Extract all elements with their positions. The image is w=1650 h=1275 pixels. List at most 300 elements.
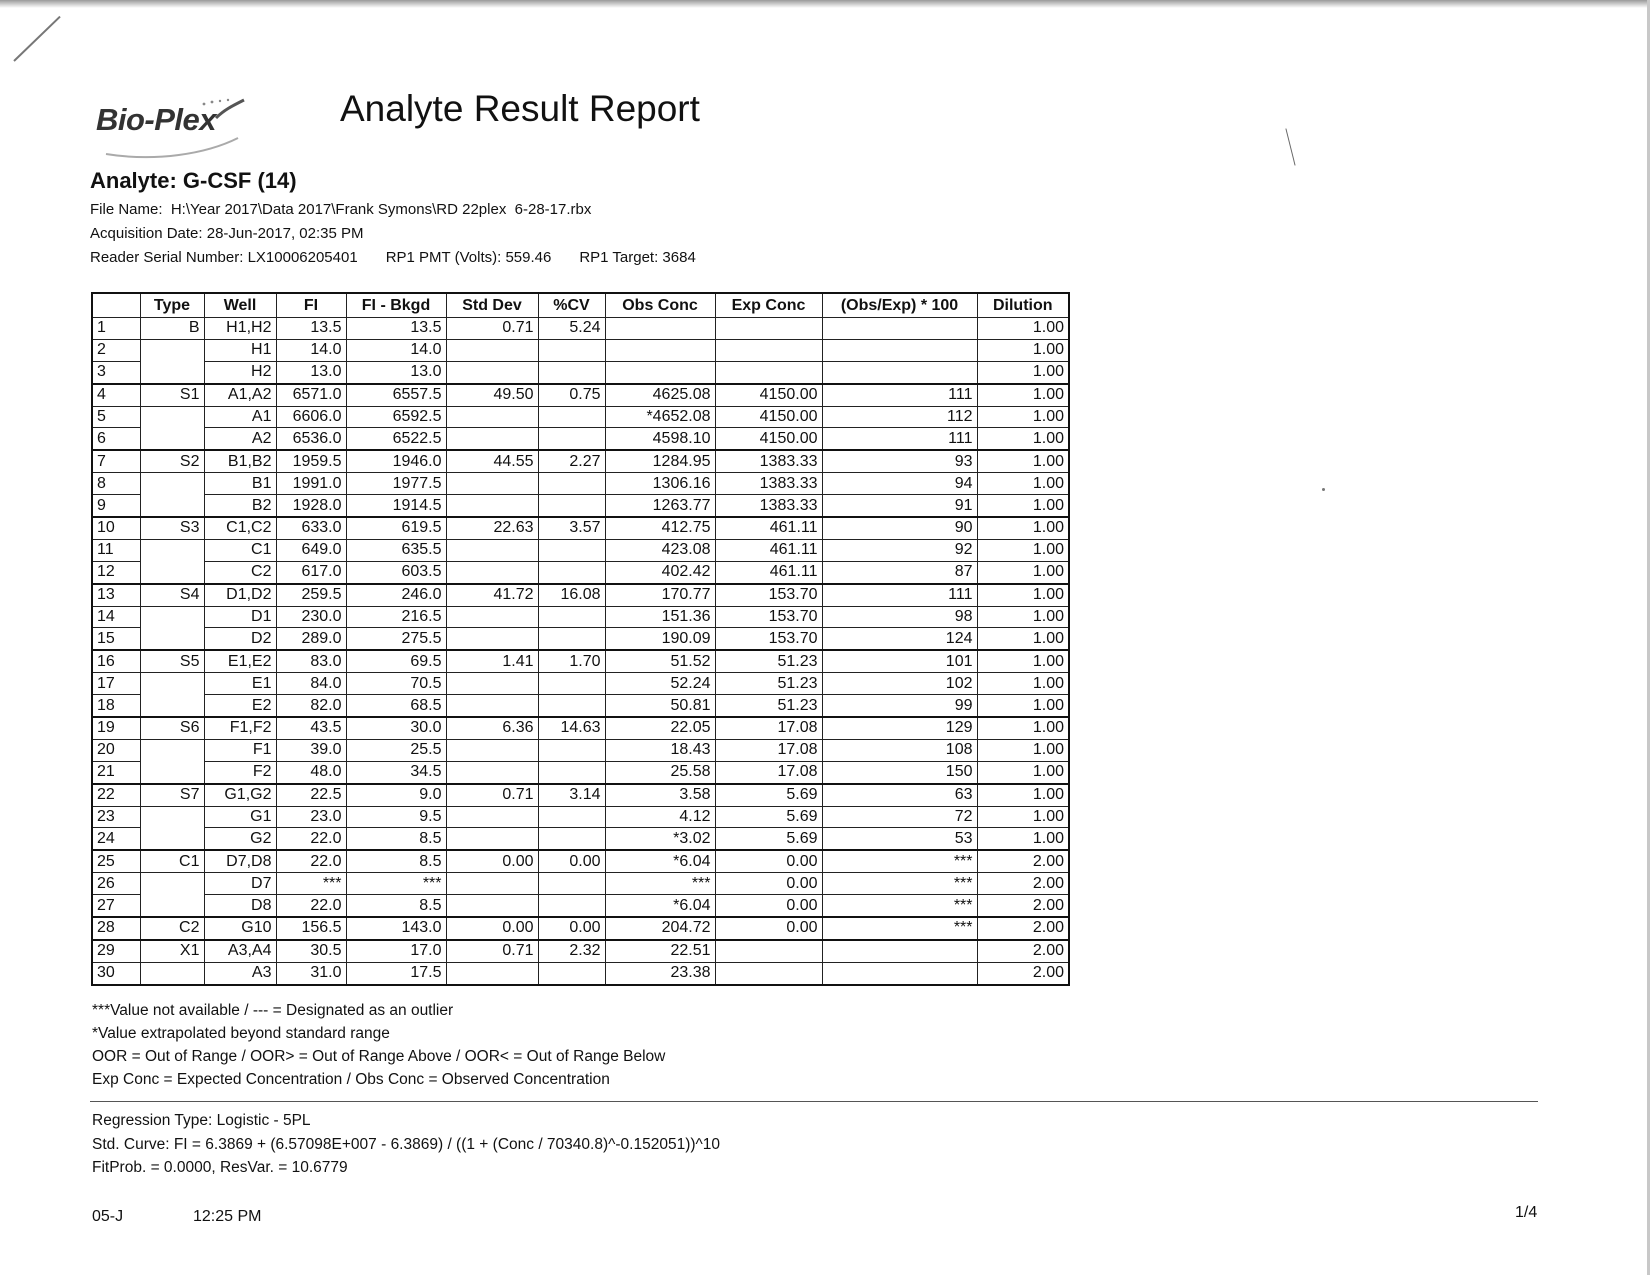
table-cell: *6.04 (605, 850, 715, 872)
table-cell: 275.5 (346, 628, 446, 650)
table-cell: 461.11 (715, 517, 822, 539)
table-row (92, 495, 1069, 517)
table-row (92, 584, 1069, 606)
table-cell: 50.81 (605, 695, 715, 717)
table-cell: 617.0 (276, 561, 346, 583)
row-index-cell: 19 (92, 717, 140, 739)
table-cell: 70.5 (346, 673, 446, 695)
table-cell (715, 361, 822, 383)
table-cell: 108 (822, 739, 977, 761)
table-cell: 41.72 (446, 584, 538, 606)
table-cell: D7 (204, 873, 276, 895)
row-index-cell: 2 (92, 339, 140, 361)
table-cell: 1.00 (977, 650, 1069, 672)
table-cell: 3.58 (605, 784, 715, 806)
table-cell: D7,D8 (204, 850, 276, 872)
table-cell: 1.00 (977, 339, 1069, 361)
table-cell: 2.00 (977, 873, 1069, 895)
table-cell: 63 (822, 784, 977, 806)
divider (90, 1101, 1538, 1102)
table-row (92, 940, 1069, 962)
table-cell (822, 318, 977, 340)
reader-info-line (90, 249, 696, 266)
table-cell: 1383.33 (715, 473, 822, 495)
table-cell: 22.51 (605, 940, 715, 962)
table-cell: 1.70 (538, 650, 605, 672)
reader-serial: Reader Serial Number: LX10006205401 (90, 249, 358, 266)
row-index-cell: 8 (92, 473, 140, 495)
table-row (92, 784, 1069, 806)
table-cell: 6557.5 (346, 384, 446, 406)
table-cell: S3 (140, 517, 204, 539)
table-cell: F1,F2 (204, 717, 276, 739)
note-line: OOR = Out of Range / OOR> = Out of Range Above / OOR< = Out of Range Below (92, 1048, 666, 1065)
column-header (92, 293, 140, 318)
table-cell: 111 (822, 428, 977, 450)
table-cell: 98 (822, 606, 977, 628)
table-cell (140, 873, 204, 895)
table-cell: 23.0 (276, 806, 346, 828)
rp1-target: RP1 Target: 3684 (579, 249, 696, 266)
table-cell: 2.00 (977, 850, 1069, 872)
row-index-cell: 10 (92, 517, 140, 539)
table-cell: 49.50 (446, 384, 538, 406)
table-cell: 1.00 (977, 450, 1069, 472)
table-cell: 22.63 (446, 517, 538, 539)
row-index-cell: 22 (92, 784, 140, 806)
table-cell: S4 (140, 584, 204, 606)
table-cell: *4652.08 (605, 406, 715, 428)
row-index-cell: 30 (92, 962, 140, 984)
table-cell: 0.00 (715, 873, 822, 895)
table-cell (446, 761, 538, 783)
table-cell: 1306.16 (605, 473, 715, 495)
table-cell (140, 673, 204, 695)
table-row (92, 606, 1069, 628)
table-cell: *3.02 (605, 828, 715, 850)
table-cell (446, 628, 538, 650)
table-cell: 112 (822, 406, 977, 428)
scan-edge-top (0, 0, 1650, 8)
table-cell (140, 606, 204, 628)
table-cell: 635.5 (346, 539, 446, 561)
row-index-cell: 6 (92, 428, 140, 450)
table-cell (140, 806, 204, 828)
table-row (92, 318, 1069, 340)
table-cell: 6522.5 (346, 428, 446, 450)
table-cell: 3.57 (538, 517, 605, 539)
table-cell: 603.5 (346, 561, 446, 583)
column-header: Well (204, 293, 276, 318)
table-cell (538, 361, 605, 383)
table-cell: 34.5 (346, 761, 446, 783)
table-cell: 4625.08 (605, 384, 715, 406)
table-cell: 1.00 (977, 584, 1069, 606)
table-cell: F1 (204, 739, 276, 761)
table-cell: 1991.0 (276, 473, 346, 495)
table-cell: *** (822, 850, 977, 872)
table-cell: 4598.10 (605, 428, 715, 450)
table-cell: 2.27 (538, 450, 605, 472)
table-cell (822, 962, 977, 984)
table-cell: B2 (204, 495, 276, 517)
table-row (92, 561, 1069, 583)
table-cell: 0.00 (538, 917, 605, 940)
table-cell (140, 628, 204, 650)
table-cell (715, 318, 822, 340)
table-cell: *** (822, 873, 977, 895)
row-index-cell: 17 (92, 673, 140, 695)
table-cell: 1946.0 (346, 450, 446, 472)
table-cell: 0.00 (715, 895, 822, 917)
table-cell: 1.00 (977, 695, 1069, 717)
table-cell (822, 361, 977, 383)
table-cell: 72 (822, 806, 977, 828)
row-index-cell: 26 (92, 873, 140, 895)
table-cell: S6 (140, 717, 204, 739)
table-cell: D1 (204, 606, 276, 628)
table-cell: 82.0 (276, 695, 346, 717)
table-cell: 69.5 (346, 650, 446, 672)
table-cell: 5.69 (715, 828, 822, 850)
table-cell (538, 695, 605, 717)
table-cell: 13.0 (276, 361, 346, 383)
table-cell: 1383.33 (715, 450, 822, 472)
table-cell: 4150.00 (715, 406, 822, 428)
table-cell: B1,B2 (204, 450, 276, 472)
table-cell: 39.0 (276, 739, 346, 761)
table-cell (538, 539, 605, 561)
table-cell (140, 761, 204, 783)
table-cell: 150 (822, 761, 977, 783)
table-cell: 246.0 (346, 584, 446, 606)
table-cell: 18.43 (605, 739, 715, 761)
table-cell: *** (822, 917, 977, 940)
table-cell: S1 (140, 384, 204, 406)
table-cell (446, 873, 538, 895)
table-row (92, 828, 1069, 850)
table-cell (446, 695, 538, 717)
table-cell: 48.0 (276, 761, 346, 783)
table-cell (446, 495, 538, 517)
table-cell: A3 (204, 962, 276, 984)
table-cell: 0.75 (538, 384, 605, 406)
table-cell: 30.5 (276, 940, 346, 962)
acquisition-date: Acquisition Date: 28-Jun-2017, 02:35 PM (90, 225, 364, 242)
row-index-cell: 11 (92, 539, 140, 561)
table-cell: A3,A4 (204, 940, 276, 962)
table-cell: *** (276, 873, 346, 895)
table-cell: 143.0 (346, 917, 446, 940)
table-cell: G10 (204, 917, 276, 940)
table-cell: 22.5 (276, 784, 346, 806)
table-cell: 649.0 (276, 539, 346, 561)
bio-plex-logo (96, 96, 256, 166)
table-cell (538, 339, 605, 361)
table-cell: 190.09 (605, 628, 715, 650)
table-cell: 9.5 (346, 806, 446, 828)
table-cell: 124 (822, 628, 977, 650)
note-line: ***Value not available / --- = Designated as an outlier (92, 1002, 454, 1019)
table-cell: 22.05 (605, 717, 715, 739)
table-cell: *6.04 (605, 895, 715, 917)
table-cell: F2 (204, 761, 276, 783)
table-cell: 170.77 (605, 584, 715, 606)
table-cell (140, 406, 204, 428)
table-cell: 90 (822, 517, 977, 539)
table-cell: 6606.0 (276, 406, 346, 428)
table-cell: 31.0 (276, 962, 346, 984)
table-cell (140, 539, 204, 561)
table-cell (538, 962, 605, 984)
table-row (92, 761, 1069, 783)
table-cell: C1 (204, 539, 276, 561)
table-cell: 1.00 (977, 806, 1069, 828)
table-cell (538, 739, 605, 761)
row-index-cell: 20 (92, 739, 140, 761)
row-index-cell: 1 (92, 318, 140, 340)
table-cell: 6571.0 (276, 384, 346, 406)
table-cell (140, 473, 204, 495)
table-cell: 22.0 (276, 828, 346, 850)
table-cell: 0.00 (715, 850, 822, 872)
table-cell: 14.63 (538, 717, 605, 739)
table-row (92, 873, 1069, 895)
table-cell (538, 606, 605, 628)
table-cell: 0.00 (715, 917, 822, 940)
table-cell (538, 806, 605, 828)
table-cell: 1928.0 (276, 495, 346, 517)
table-row (92, 895, 1069, 917)
pen-tick-mark (1285, 128, 1295, 165)
table-cell: 83.0 (276, 650, 346, 672)
table-cell: S7 (140, 784, 204, 806)
table-cell: *** (346, 873, 446, 895)
note-line: *Value extrapolated beyond standard range (92, 1025, 390, 1042)
table-cell: D2 (204, 628, 276, 650)
table-cell: 2.00 (977, 917, 1069, 940)
table-cell: B (140, 318, 204, 340)
table-cell: 461.11 (715, 539, 822, 561)
table-cell: 153.70 (715, 606, 822, 628)
table-cell: 99 (822, 695, 977, 717)
table-row (92, 517, 1069, 539)
table-cell: 1.00 (977, 517, 1069, 539)
table-row (92, 428, 1069, 450)
table-cell (140, 828, 204, 850)
table-cell: 2.00 (977, 962, 1069, 984)
table-cell (605, 318, 715, 340)
column-header: Dilution (977, 293, 1069, 318)
table-cell (538, 561, 605, 583)
analyte-heading: Analyte: G-CSF (14) (90, 168, 297, 193)
row-index-cell: 24 (92, 828, 140, 850)
table-cell: 4150.00 (715, 428, 822, 450)
table-row (92, 628, 1069, 650)
table-cell: 14.0 (346, 339, 446, 361)
table-cell: 2.00 (977, 895, 1069, 917)
table-cell: X1 (140, 940, 204, 962)
table-cell: E1,E2 (204, 650, 276, 672)
table-cell: 1.00 (977, 406, 1069, 428)
table-cell: 0.71 (446, 784, 538, 806)
row-index-cell: 16 (92, 650, 140, 672)
rp1-pmt: RP1 PMT (Volts): 559.46 (385, 249, 552, 266)
table-cell: A1,A2 (204, 384, 276, 406)
table-cell (605, 339, 715, 361)
table-cell: 8.5 (346, 895, 446, 917)
row-index-cell: 18 (92, 695, 140, 717)
table-row (92, 673, 1069, 695)
table-cell: 1.00 (977, 384, 1069, 406)
table-cell: 23.38 (605, 962, 715, 984)
column-header: Exp Conc (715, 293, 822, 318)
table-cell (822, 940, 977, 962)
table-cell (140, 561, 204, 583)
page-number: 1/4 (1515, 1204, 1538, 1221)
table-cell: 1.00 (977, 361, 1069, 383)
table-cell: C1,C2 (204, 517, 276, 539)
table-cell: 101 (822, 650, 977, 672)
column-header: %CV (538, 293, 605, 318)
table-cell: G1,G2 (204, 784, 276, 806)
table-cell: 13.5 (346, 318, 446, 340)
table-cell (538, 673, 605, 695)
table-cell (538, 761, 605, 783)
regression-info (92, 1112, 720, 1183)
row-index-cell: 15 (92, 628, 140, 650)
column-header: Type (140, 293, 204, 318)
row-index-cell: 9 (92, 495, 140, 517)
row-index-cell: 12 (92, 561, 140, 583)
table-cell: G1 (204, 806, 276, 828)
table-cell: B1 (204, 473, 276, 495)
table-cell (446, 361, 538, 383)
table-cell: 151.36 (605, 606, 715, 628)
table-cell: 1.00 (977, 606, 1069, 628)
table-cell (538, 428, 605, 450)
table-cell: 1.00 (977, 473, 1069, 495)
fit-stats: FitProb. = 0.0000, ResVar. = 10.6779 (92, 1159, 348, 1176)
row-index-cell: 4 (92, 384, 140, 406)
table-cell: 6.36 (446, 717, 538, 739)
table-cell: 423.08 (605, 539, 715, 561)
table-cell: 93 (822, 450, 977, 472)
table-cell: 94 (822, 473, 977, 495)
table-cell: 5.24 (538, 318, 605, 340)
table-cell (715, 339, 822, 361)
table-cell: 0.71 (446, 940, 538, 962)
table-cell: 17.08 (715, 761, 822, 783)
table-cell (140, 695, 204, 717)
report-title: Analyte Result Report (340, 88, 700, 129)
legend-notes (92, 1002, 665, 1094)
table-cell: *** (605, 873, 715, 895)
table-row (92, 473, 1069, 495)
table-cell: 87 (822, 561, 977, 583)
table-cell: 17.0 (346, 940, 446, 962)
table-cell: 51.52 (605, 650, 715, 672)
table-cell: 1.00 (977, 428, 1069, 450)
row-index-cell: 27 (92, 895, 140, 917)
table-cell: 619.5 (346, 517, 446, 539)
table-cell (140, 361, 204, 383)
table-row (92, 850, 1069, 872)
speck (1322, 488, 1325, 491)
table-cell: 84.0 (276, 673, 346, 695)
column-header: (Obs/Exp) * 100 (822, 293, 977, 318)
table-row (92, 717, 1069, 739)
table-row (92, 917, 1069, 940)
table-cell: 156.5 (276, 917, 346, 940)
table-cell: E1 (204, 673, 276, 695)
table-cell: 5.69 (715, 806, 822, 828)
row-index-cell: 7 (92, 450, 140, 472)
table-cell: H1 (204, 339, 276, 361)
table-cell: 153.70 (715, 584, 822, 606)
table-cell: 402.42 (605, 561, 715, 583)
table-cell: 1.00 (977, 739, 1069, 761)
table-cell: 51.23 (715, 695, 822, 717)
row-index-cell: 5 (92, 406, 140, 428)
table-cell: 102 (822, 673, 977, 695)
table-cell: 0.00 (446, 850, 538, 872)
table-cell: 0.00 (446, 917, 538, 940)
table-cell: 4.12 (605, 806, 715, 828)
table-cell: 51.23 (715, 673, 822, 695)
table-cell: 17.5 (346, 962, 446, 984)
table-cell: H1,H2 (204, 318, 276, 340)
table-cell: 14.0 (276, 339, 346, 361)
table-row (92, 806, 1069, 828)
table-cell: 4150.00 (715, 384, 822, 406)
table-cell: 129 (822, 717, 977, 739)
table-cell (446, 673, 538, 695)
column-header: FI (276, 293, 346, 318)
table-cell: 2.32 (538, 940, 605, 962)
table-cell: H2 (204, 361, 276, 383)
table-cell (140, 428, 204, 450)
table-row (92, 962, 1069, 984)
table-cell (140, 895, 204, 917)
column-header: Obs Conc (605, 293, 715, 318)
table-cell: 1.00 (977, 717, 1069, 739)
table-cell: D8 (204, 895, 276, 917)
table-cell: 22.0 (276, 895, 346, 917)
table-row (92, 384, 1069, 406)
table-cell (446, 561, 538, 583)
table-cell (140, 495, 204, 517)
table-cell (446, 806, 538, 828)
standard-curve: Std. Curve: FI = 6.3869 + (6.57098E+007 - 6.3869) / ((1 + (Conc / 70340.8)^-0.152051))^10 (92, 1135, 721, 1153)
table-cell: 1.00 (977, 495, 1069, 517)
table-cell: *** (822, 895, 977, 917)
table-cell: 9.0 (346, 784, 446, 806)
table-cell: 1.00 (977, 561, 1069, 583)
table-cell (538, 873, 605, 895)
table-row (92, 406, 1069, 428)
table-cell: 25.5 (346, 739, 446, 761)
table-cell (446, 539, 538, 561)
table-cell: 1.00 (977, 761, 1069, 783)
table-cell (446, 473, 538, 495)
table-cell (538, 895, 605, 917)
table-row (92, 339, 1069, 361)
table-cell: 1383.33 (715, 495, 822, 517)
table-cell (538, 628, 605, 650)
table-cell: 111 (822, 384, 977, 406)
table-cell: 0.00 (538, 850, 605, 872)
